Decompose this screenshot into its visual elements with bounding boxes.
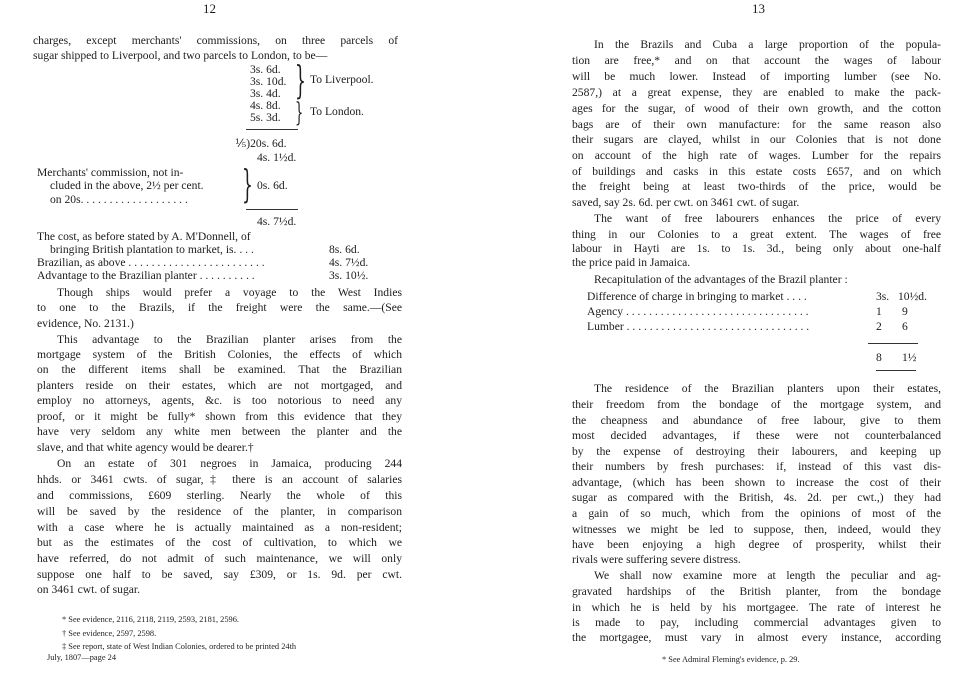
text-line: the cheapness and abundance of free labour, give to them [572, 414, 941, 427]
text-line: slave, and that white agency would be dearer.† [37, 441, 254, 454]
recap-shillings: 3s. [876, 290, 890, 303]
text-line: the price paid in Jamaica. [572, 256, 691, 269]
right-page [490, 0, 980, 699]
cost-value: 4s. 7½d. [329, 256, 369, 269]
text-line: and commissions, £609 sterling. Nearly the whole of this [37, 489, 402, 502]
text-line: tion are free,* and on that account the wages of labour [572, 54, 941, 67]
cost-line: bringing British plantation to market, is. . . . [50, 243, 254, 256]
text-line: of buildings and casks in this estate costs £657, and on which [572, 165, 941, 178]
text-line: sugar shipped to Liverpool, and two parcels to London, to be— [33, 49, 328, 62]
text-line: their numbers by fresh purchases: if, instead of this vast dis- [572, 460, 941, 473]
destination-label: To Liverpool. [310, 73, 374, 86]
text-line: planters reside on their estates, which are not mortgaged, and [37, 379, 402, 392]
text-line: on the different items shall be examined. That the Brazilian [37, 363, 402, 376]
text-line: thing in our Colonies to a great extent. The wages of free [572, 228, 941, 241]
recap-pence: 10½d. [898, 290, 927, 303]
sum-rule [246, 129, 298, 130]
text-line: bags are of their own manufacture: for the same reason also [572, 118, 941, 131]
footnote: † See evidence, 2597, 2598. [62, 629, 157, 638]
text-line: have very seldom any white men between the planter and the [37, 425, 402, 438]
total-line: 4s. 7½d. [257, 215, 297, 228]
text-line: the freight being at least two-thirds of the price, would be [572, 180, 941, 193]
footnote: July, 1807—page 24 [47, 653, 117, 662]
text-line: evidence, No. 2131.) [37, 317, 134, 330]
text-line: have been enjoying a high degree of prosperity, whilst their [572, 538, 941, 551]
recap-label: Difference of charge in bringing to market . . . . [587, 290, 807, 303]
text-line: by the expense of destroying their labourers, and keeping up [572, 445, 941, 458]
commission-line: cluded in the above, 2½ per cent. [50, 179, 204, 192]
text-line: their freedom from the bondage of the mortgage system, and [572, 398, 941, 411]
text-line: suppose one half to be saved, say £309, or 1s. 9d. per cwt. [37, 568, 402, 581]
text-line: We shall now examine more at length the peculiar and ag- [594, 569, 941, 582]
text-line: hhds. or 3461 cwts. of sugar,‡ there is an account of salaries [37, 473, 402, 486]
text-line: saved, say 2s. 6d. per cwt. on 3461 cwt. of sugar. [572, 196, 800, 209]
text-line: 2587,) at a great expense, they are enabled to make the pack- [572, 86, 941, 99]
text-line: a gain of so much, which from the opinions of most of the [572, 507, 941, 520]
parcel-amount: 3s. 10d. [250, 75, 287, 88]
text-line: the mortgagee, must vary in almost every instance, according [572, 631, 941, 644]
right-brace-icon: } [295, 58, 306, 102]
recap-shillings: 1 [876, 305, 882, 318]
destination-label: To London. [310, 105, 364, 118]
text-line: in which he is held by his mortgagee. The rate of interest he [572, 601, 941, 614]
text-line: rivals were suffering severe distress. [572, 553, 741, 566]
text-line: have referred, do not admit of such maintenance, we will only [37, 552, 402, 565]
text-line: employ no attorneys, agents, &c. is too notorious to need any [37, 394, 402, 407]
text-line: ages for the sugar, of wood of their own growth, and the cotton [572, 102, 941, 115]
text-line: with a case where he is actually maintained as a non-resident; [37, 521, 402, 534]
commission-value: 0s. 6d. [257, 179, 288, 192]
page-number: 13 [752, 1, 765, 16]
cost-value: 8s. 6d. [329, 243, 360, 256]
recap-rule [876, 370, 916, 371]
page-number: 12 [203, 1, 216, 16]
cost-value: 3s. 10½. [329, 269, 369, 282]
text-line: sugar as compared with the British, 4s. 2d. per cwt.,) they had [572, 491, 941, 504]
text-line: The want of free labourers enhances the price of every [594, 212, 941, 225]
parcel-amount: 3s. 6d. [250, 63, 281, 76]
commission-line: on 20s. . . . . . . . . . . . . . . . . . . [50, 193, 188, 206]
text-line: proof, or it might be fully* shown from this evidence that they [37, 410, 402, 423]
recap-title: Recapitulation of the advantages of the Brazil planter : [594, 273, 848, 286]
text-line: is made to pay, including commercial advantages given to [572, 616, 941, 629]
text-line: gravated hardships of the British planter, from the bondage [572, 585, 941, 598]
right-brace-icon: } [242, 162, 253, 206]
text-line: on 3461 cwt. of sugar. [37, 583, 141, 596]
footnote: * See evidence, 2116, 2118, 2119, 2593, 2181, 2596. [62, 615, 240, 624]
text-line: In the Brazils and Cuba a large proportion of the popula- [594, 38, 941, 51]
footnote: * See Admiral Fleming's evidence, p. 29. [662, 655, 800, 664]
text-line: The residence of the Brazilian planters upon their estates, [594, 382, 941, 395]
text-line: their sugars are clayed, whilst in our Colonies that is not done [572, 133, 941, 146]
text-line: On an estate of 301 negroes in Jamaica, producing 244 [57, 457, 402, 470]
text-line: will be much lower. Instead of importing lumber (see No. [572, 70, 941, 83]
parcel-amount: 4s. 8d. [250, 99, 281, 112]
text-line: This advantage to the Brazilian planter arises from the [57, 333, 402, 346]
recap-total-shillings: 8 [876, 351, 882, 364]
recap-shillings: 2 [876, 320, 882, 333]
commission-line: Merchants' commission, not in- [37, 166, 184, 179]
recap-label: Lumber . . . . . . . . . . . . . . . . . . . . . . . . . . . . . . . . [587, 320, 810, 333]
sum-line: ⅕)20s. 6d. [235, 137, 287, 150]
text-line: but as the estimates of the cost of cultivation, to which we [37, 536, 402, 549]
text-line: witnesses we might be led to suppose, then, indeed, would they [572, 523, 941, 536]
cost-line: Brazilian, as above . . . . . . . . . . . . . . . . . . . . . . . . [37, 256, 265, 269]
recap-pence: 9 [902, 305, 908, 318]
footnote: ‡ See report, state of West Indian Colonies, ordered to be printed 24th [62, 642, 297, 651]
text-line: labour in Hayti are 1s. to 1s. 3d., being only about one-half [572, 242, 941, 255]
recap-total-pence: 1½ [902, 351, 917, 364]
text-line: advantage, (which has been shown to increase the cost of their [572, 476, 941, 489]
parcel-amount: 3s. 4d. [250, 87, 281, 100]
text-line: Though ships would prefer a voyage to the West Indies [57, 286, 402, 299]
text-line: charges, except merchants' commissions, on three parcels of [33, 34, 398, 47]
right-brace-icon: } [295, 98, 304, 128]
recap-pence: 6 [902, 320, 908, 333]
recap-label: Agency . . . . . . . . . . . . . . . . . . . . . . . . . . . . . . . . [587, 305, 809, 318]
recap-rule [868, 343, 918, 344]
text-line: mortgage system of the British Colonies, the effects of which [37, 348, 402, 361]
cost-line: Advantage to the Brazilian planter . . . . . . . . . . [37, 269, 255, 282]
text-line: will be saved by the residence of the planter, in comparison [37, 505, 402, 518]
text-line: most decided advantages, if these were not counterbalanced [572, 429, 941, 442]
cost-line: The cost, as before stated by A. M'Donnell, of [37, 230, 251, 243]
text-line: to one to the Brazils, if the freight were the same.—(See [37, 301, 402, 314]
total-rule [246, 209, 298, 210]
average-line: 4s. 1½d. [257, 151, 297, 164]
text-line: on account of the high rate of wages. Lumber for the repairs [572, 149, 941, 162]
parcel-amount: 5s. 3d. [250, 111, 281, 124]
